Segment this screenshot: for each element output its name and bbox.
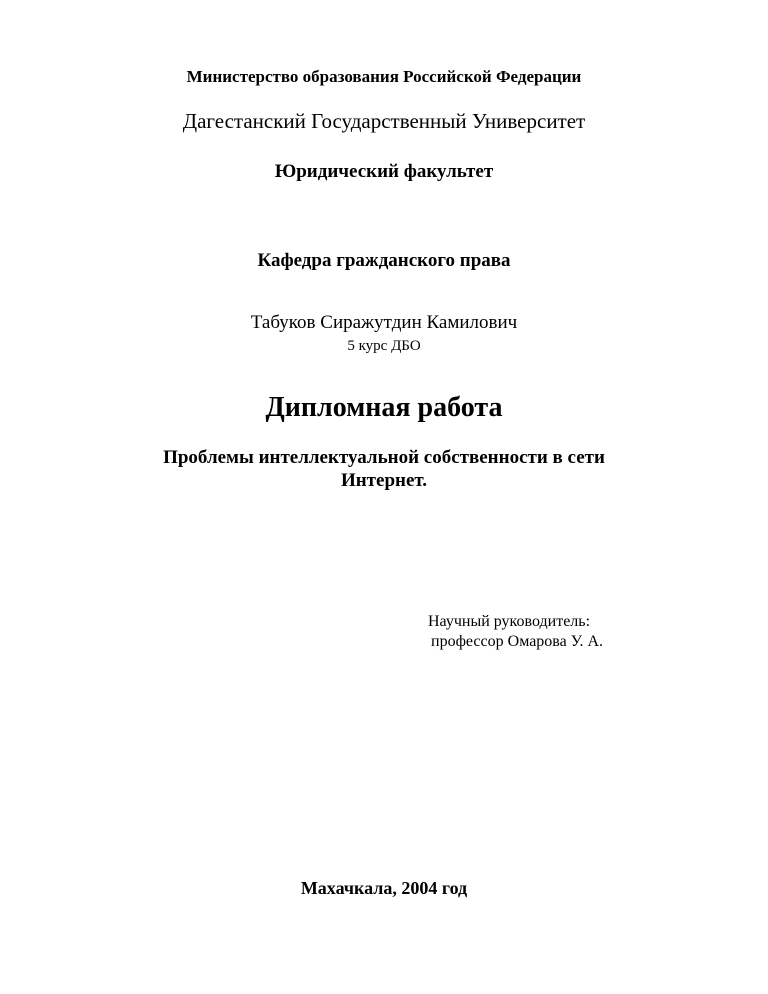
supervisor-name: профессор Омарова У. А. [431,633,604,650]
ministry-heading: Министерство образования Российской Федерации [186,67,582,86]
document-type-title: Дипломная работа [265,392,503,423]
supervisor-label: Научный руководитель: [428,613,591,630]
supervisor-block [428,612,603,652]
thesis-title-line-1: Проблемы интеллектуальной собственности в сети [163,447,605,468]
university-name: Дагестанский Государственный Университет [182,109,586,133]
city-year: Махачкала, 2004 год [300,878,468,898]
department-name: Кафедра гражданского права [257,250,511,271]
course-info: 5 курс ДБО [347,338,421,354]
thesis-title [0,446,768,492]
thesis-title-line-2: Интернет. [340,470,428,491]
author-name: Табуков Сиражутдин Камилович [250,312,518,333]
faculty-name: Юридический факультет [274,161,494,182]
